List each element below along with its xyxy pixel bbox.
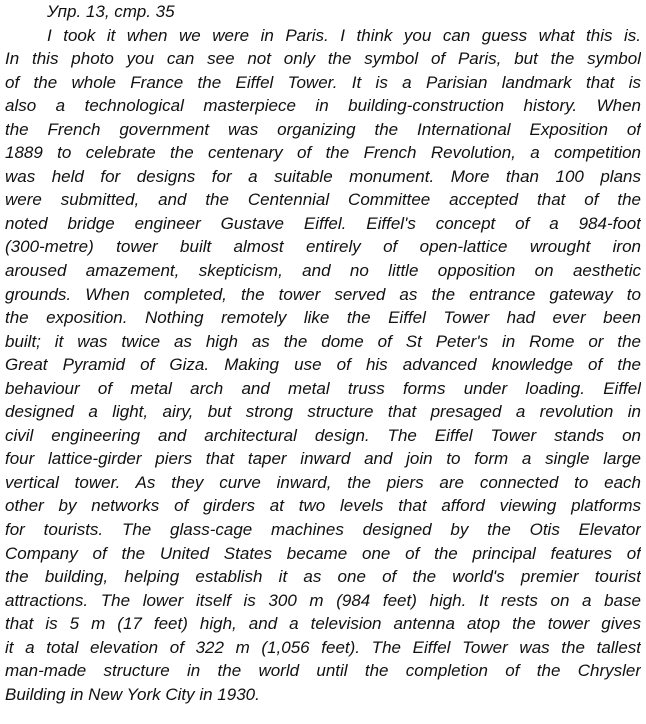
text-line: were submitted, and the Centennial Committee accepted that of the — [5, 190, 641, 210]
text-line: of the whole France the Eiffel Tower. It is a Parisian landmark that is — [5, 72, 641, 92]
text-line: also a technological masterpiece in building-construction history. When — [5, 96, 641, 116]
text-line: four lattice-girder piers that taper inward and join to form a single large — [5, 449, 641, 469]
document-body — [5, 0, 641, 706]
text-line: attractions. The lower itself is 300 m (984 feet) high. It rests on a base — [5, 590, 641, 610]
exercise-heading: Упр. 13, стр. 35 — [47, 2, 175, 21]
paragraph — [5, 24, 641, 707]
text-line: I took it when we were in Paris. I think you can guess what this is. — [47, 25, 641, 45]
text-line: the French government was organizing the International Exposition of — [5, 119, 641, 139]
text-line: behaviour of metal arch and metal truss forms under loading. Eiffel — [5, 378, 641, 398]
text-line: vertical tower. As they curve inward, the piers are connected to each — [5, 472, 641, 492]
text-line: was held for designs for a suitable monument. More than 100 plans — [5, 166, 641, 186]
text-line: (300-metre) tower built almost entirely of open-lattice wrought iron — [5, 237, 641, 257]
text-line: Building in New York City in 1930. — [5, 684, 260, 704]
text-line: the exposition. Nothing remotely like the Eiffel Tower had ever been — [5, 308, 641, 328]
text-line: it a total elevation of 322 m (1,056 feet). The Eiffel Tower was the tallest — [5, 637, 641, 657]
text-line: noted bridge engineer Gustave Eiffel. Eiffel's concept of a 984-foot — [5, 213, 641, 233]
text-line: that is 5 m (17 feet) high, and a television antenna atop the tower gives — [5, 614, 641, 634]
text-line: other by networks of girders at two levels that afford viewing platforms — [5, 496, 641, 516]
text-line: the building, helping establish it as one of the world's premier tourist — [5, 567, 641, 587]
text-line: 1889 to celebrate the centenary of the French Revolution, a competition — [5, 143, 641, 163]
text-line: civil engineering and architectural design. The Eiffel Tower stands on — [5, 425, 641, 445]
text-line: for tourists. The glass-cage machines designed by the Otis Elevator — [5, 520, 641, 540]
text-line: grounds. When completed, the tower served as the entrance gateway to — [5, 284, 641, 304]
text-line: designed a light, airy, but strong structure that presaged a revolution in — [5, 402, 641, 422]
text-line: Company of the United States became one of the principal features of — [5, 543, 641, 563]
text-line: man-made structure in the world until the completion of the Chrysler — [5, 661, 641, 681]
text-line: In this photo you can see not only the symbol of Paris, but the symbol — [5, 49, 641, 69]
text-line: aroused amazement, skepticism, and no little opposition on aesthetic — [5, 261, 641, 281]
text-line: Great Pyramid of Giza. Making use of his advanced knowledge of the — [5, 355, 641, 375]
text-line: built; it was twice as high as the dome of St Peter's in Rome or the — [5, 331, 641, 351]
